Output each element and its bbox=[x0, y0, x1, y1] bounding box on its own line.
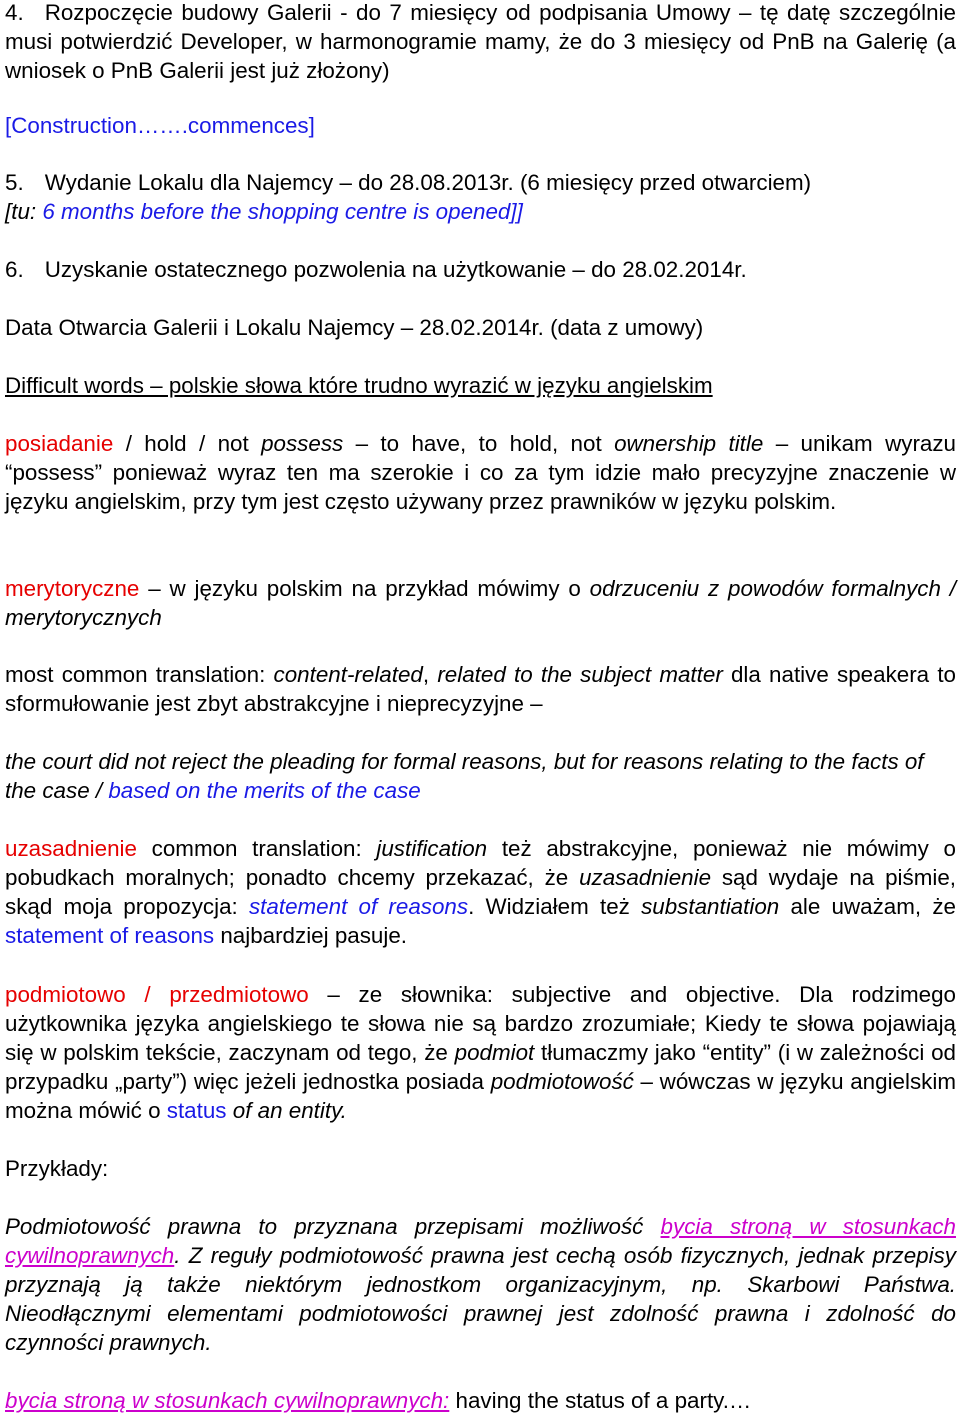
italic-run: justification bbox=[376, 836, 488, 861]
translation-highlight: based on the merits of the case bbox=[108, 778, 421, 803]
text-run: też abstrakcyjne, ponieważ nie mówimy o pobudkach moralnych; ponadto chcemy przekazać, że bbox=[5, 836, 956, 890]
text-run: / hold / not bbox=[113, 431, 262, 456]
list-text: Wydanie Lokalu dla Najemcy – do 28.08.2013r. (6 miesięcy przed otwarciem) bbox=[44, 170, 812, 195]
list-text: Rozpoczęcie budowy Galerii - do 7 miesięcy od podpisania Umowy – tę datę szczególnie musi potwierdzić Developer, w harmonogramie mamy, że do 3 miesięcy od PnB na Galerię (a wniosek o PnB Galerii jest już złożony) bbox=[5, 0, 956, 83]
text-run: sąd wydaje na piśmie, skąd moja propozycja: bbox=[5, 865, 956, 919]
examples-label: Przykłady: bbox=[5, 1156, 109, 1181]
italic-run: content-related bbox=[273, 662, 423, 687]
list-item-5 bbox=[5, 168, 956, 226]
italic-run: ownership title bbox=[614, 431, 764, 456]
text-run: tłumaczmy jako “entity” (i w zależności od przypadku „party”) więc jeżeli jednostka posiada bbox=[5, 1040, 956, 1094]
list-item-4 bbox=[5, 0, 956, 85]
paragraph-translation bbox=[5, 660, 956, 718]
translation-highlight: statement of reasons bbox=[248, 894, 469, 919]
list-number: 4. bbox=[5, 0, 24, 25]
translation-highlight: status bbox=[166, 1098, 227, 1123]
paragraph-podmiotowo bbox=[5, 980, 956, 1125]
paragraph-example bbox=[5, 1212, 956, 1357]
translation-highlight: statement of reasons bbox=[5, 923, 215, 948]
paragraph-uzasadnienie bbox=[5, 834, 956, 950]
term-highlight: merytoryczne bbox=[5, 576, 140, 601]
link-highlight[interactable]: bycia stroną w stosunkach cywilnoprawnych bbox=[5, 1214, 956, 1268]
link-highlight[interactable]: bycia stroną w stosunkach cywilnoprawnych: bbox=[5, 1388, 450, 1413]
text-run: – ze słownika: subjective and objective. Dla rodzimego użytkownika języka angielskiego te słowa nie są bardzo zrozumiałe; Kiedy te słowa pojawiają się w polskim tekście, zaczynam od tego, że bbox=[5, 982, 956, 1065]
term-highlight: posiadanie bbox=[5, 431, 114, 456]
text-run: the court did not reject the pleading for formal reasons, but for reasons relating to the facts of the case / bbox=[5, 749, 924, 803]
text-run: most common translation: bbox=[5, 662, 274, 687]
italic-run: podmiotowość bbox=[490, 1069, 634, 1094]
construction-note: [Construction…….commences] bbox=[5, 113, 315, 138]
italic-run: substantiation bbox=[641, 894, 780, 919]
note-bracket: [tu: bbox=[5, 199, 43, 224]
text-run: – w języku polskim na przykład mówimy o bbox=[139, 576, 590, 601]
paragraph-merytoryczne bbox=[5, 574, 956, 632]
text-run: , bbox=[422, 662, 438, 687]
italic-run: odrzuceniu z powodów formalnych / merytorycznych bbox=[5, 576, 956, 630]
italic-run: uzasadnienie bbox=[579, 865, 712, 890]
text-run: Podmiotowość prawna to przyznana przepisami możliwość bbox=[5, 1214, 661, 1239]
opening-date: Data Otwarcia Galerii i Lokalu Najemcy – 28.02.2014r. (data z umowy) bbox=[5, 315, 704, 340]
italic-run: related to the subject matter bbox=[437, 662, 723, 687]
list-text: Uzyskanie ostatecznego pozwolenia na użytkowanie – do 28.02.2014r. bbox=[44, 257, 747, 282]
paragraph-court-example bbox=[5, 747, 956, 805]
text-run: dla native speakera to sformułowanie jest zbyt abstrakcyjne i nieprecyzyjne – bbox=[5, 662, 956, 716]
paragraph-final bbox=[5, 1386, 956, 1415]
text-run: having the status of a party.… bbox=[449, 1388, 752, 1413]
list-number: 6. bbox=[5, 257, 24, 282]
text-run: . Z reguły podmiotowość prawna jest cechą osób fizycznych, jednak przepisy przyznają ją także niektórym jednostkom organizacyjnym, np. Skarbowi Państwa. Nieodłącznymi elementami podmiotowości prawnej jest zdolność prawna i zdolność do czynności prawnych. bbox=[5, 1243, 956, 1355]
section-heading: Difficult words – polskie słowa które trudno wyrazić w języku angielskim bbox=[5, 373, 713, 398]
italic-run: podmiot bbox=[454, 1040, 535, 1065]
note-translation: 6 months before the shopping centre is opened]] bbox=[42, 199, 523, 224]
list-item-6 bbox=[5, 255, 956, 284]
italic-run: of an entity. bbox=[226, 1098, 347, 1123]
text-run: . Widziałem też bbox=[468, 894, 642, 919]
list-number: 5. bbox=[5, 170, 24, 195]
term-highlight: podmiotowo / przedmiotowo bbox=[5, 982, 309, 1007]
paragraph-posiadanie bbox=[5, 429, 956, 516]
text-run: najbardziej pasuje. bbox=[214, 923, 408, 948]
text-run: ale uważam, że bbox=[779, 894, 956, 919]
text-run: – wówczas w języku angielskim można mówić o bbox=[5, 1069, 957, 1123]
text-run: – to have, to hold, not bbox=[343, 431, 615, 456]
italic-run: possess bbox=[261, 431, 344, 456]
text-run: common translation: bbox=[136, 836, 377, 861]
term-highlight: uzasadnienie bbox=[5, 836, 137, 861]
text-run: – unikam wyrazu “possess” ponieważ wyraz ten ma szerokie i co za tym idzie mało precyzyjne znaczenie w języku angielskim, przy tym jest często używany przez prawników w języku polskim. bbox=[5, 431, 957, 514]
